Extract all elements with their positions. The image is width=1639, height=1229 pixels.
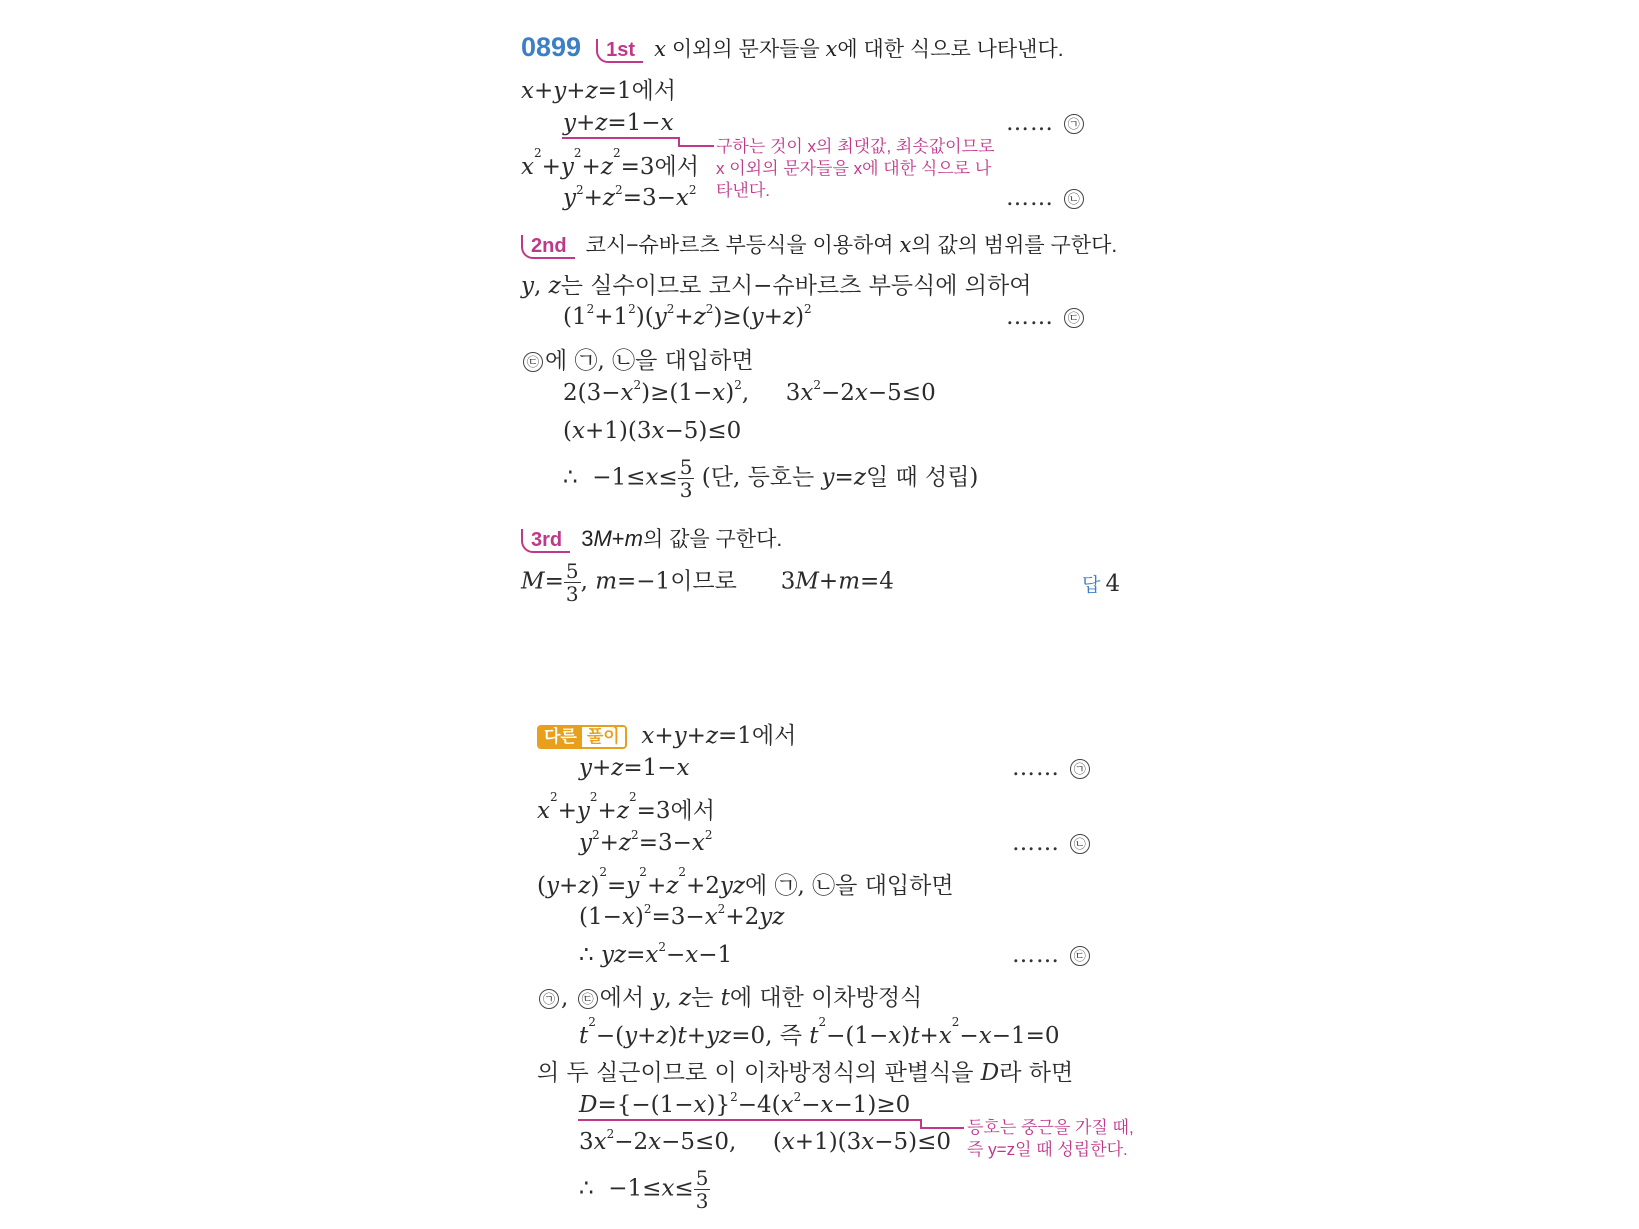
eq-line-8: $2(3-x^2)\ge(1-x)^2$, $3x^2-2x-5\le 0$ [563,378,936,406]
problem-number: 0899 [521,32,582,62]
eq-line-7: ㉢ 에 ㉠, ㉡을 대입하면 [521,342,754,375]
alt-line-11: $D=\{-(1-x)\}^2-4(x^2-x-1)\ge 0$ [579,1090,911,1118]
alt-line-7: ∴ $yz=x^2-x-1$ [579,940,733,968]
alt-line-13: ∴ −1≤x≤ $\frac{5}{3}$ [579,1166,709,1213]
alt-line-1: 다른 풀이 x+y+z=1에서 [537,717,796,750]
note-1: 구하는 것이 x의 최댓값, 최솟값이므로 x 이외의 문자들을 x에 대한 식으로 나 타낸다. [716,137,995,200]
answer [1082,570,1120,597]
answer-value: 4 [1105,571,1121,597]
step-tag-2nd: 2nd [521,235,575,259]
alt-line-2: y+z=1−x [579,755,690,781]
step-3-header [521,523,782,553]
step-2-header [521,229,1117,259]
alt-line-3: $x^2+y^2+z^2=3$에서 [537,790,715,824]
alt-line-12: $3x^2-2x-5\le 0$, (x+1)(3x−5)≤0 [579,1127,952,1155]
alt-line-5: $(y+z)^2=y^2+z^2+2yz$에 ㉠, ㉡을 대입하면 [537,865,954,899]
eq-line-5: y, z는 실수이므로 코시−슈바르츠 부등식에 의하여 [521,273,1032,299]
answer-label: 답 [1082,574,1101,596]
eq-line-3: $x^2+y^2+z^2=3$에서 [521,146,699,180]
eq-line-1: x+y+z=1에서 [521,78,677,104]
ref-1: …… ㉠ [1006,110,1086,136]
alt-line-8: ㉠ , ㉢ 에서 y, z는 t에 대한 이차방정식 [537,979,922,1012]
step-tag-1st: 1st [596,39,643,63]
alt-line-9: $t^2-(y+z)t+yz=0$, 즉 $t^2-(1-x)t+x^2-x-1=0$ [579,1015,1060,1049]
note-2: 등호는 중근을 가질 때, 즉 y=z일 때 성립한다. [967,1118,1134,1159]
problem-header [521,32,1064,63]
step-3-desc: 3M+m의 값을 구한다. [581,526,783,551]
eq-line-4: $y^2+z^2=3-x^2$ [563,183,697,211]
underline-2 [578,1119,922,1121]
alt-line-4: $y^2+z^2=3-x^2$ [579,828,713,856]
alt-ref-3: …… ㉢ [1012,942,1092,968]
alt-line-6: $(1-x)^2=3-x^2+2yz$ [579,902,785,930]
eq-line-10: ∴ −1≤x≤ $\frac{5}{3}$ (단, 등호는 y=z일 때 성립) [563,455,979,502]
alt-ref-2: …… ㉡ [1012,830,1092,856]
alt-line-10: 의 두 실근이므로 이 이차방정식의 판별식을 D라 하면 [537,1060,1074,1086]
step-1-desc: x 이외의 문자들을 x에 대한 식으로 나타낸다. [654,37,1064,61]
eq-final: M= $\frac{5}{3}$ , m=−1이므로 3M+m=4 [521,559,894,606]
underline-1 [562,137,680,139]
eq-cauchy: $(1^2+1^2)(y^2+z^2)\ge(y+z)^2$ [563,302,812,330]
alt-ref-1: …… ㉠ [1012,755,1092,781]
eq-yz-sum: y+z=1−x [563,110,674,136]
ref-2: …… ㉡ [1006,185,1086,211]
eq-line-9: (x+1)(3x−5)≤0 [563,418,742,444]
step-2-desc: 코시−슈바르츠 부등식을 이용하여 x의 값의 범위를 구한다. [585,233,1118,257]
ref-3: …… ㉢ [1006,304,1086,330]
step-tag-3rd: 3rd [521,529,570,553]
alt-badge: 다른 풀이 [537,725,627,749]
